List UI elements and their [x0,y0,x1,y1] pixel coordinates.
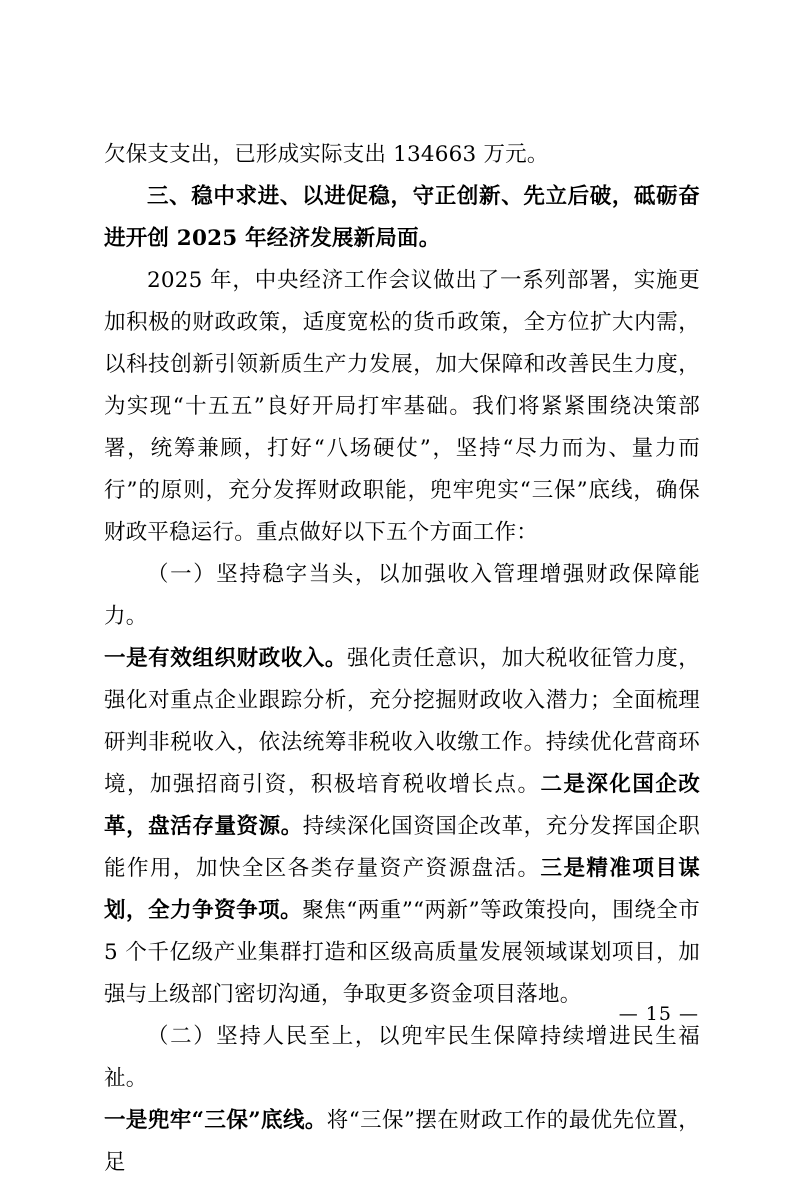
paragraph-4-subsection-one [104,554,700,638]
paragraph-6-subsection-two [104,1016,700,1100]
document-body [104,134,700,1184]
emphasized-text: 一是兜牢“三保”底线。 [104,1108,327,1133]
paragraph-7 [104,1100,700,1184]
page-number-footer: — 15 — [618,1003,699,1025]
emphasized-text: 三、稳中求进、以进促稳，守正创新、先立后破，砥砺奋进开创 2025 年经济发展新局面。 [104,184,700,251]
paragraph-2-section-heading [104,176,700,260]
body-text: （二）坚持人民至上，以兜牢民生保障持续增进民生福祉。 [104,1024,700,1091]
body-text: 将“三保”摆在财政工作的最优先位置，足 [104,1108,700,1175]
body-text: 持续深化国资国企改革，充分发挥国企职能作用，加快全区各类存量资产资源盘活。 [104,814,700,881]
paragraph-1 [104,134,700,176]
paragraph-3 [104,260,700,554]
emphasized-text: 三是精准项目谋划，全力争资争项。 [104,856,700,923]
body-text: 2025 年，中央经济工作会议做出了一系列部署，实施更加积极的财政政策，适度宽松的货币政策，全方位扩大内需，以科技创新引领新质生产力发展，加大保障和改善民生力度，为实现“十五五”良好开局打牢基础。我们将紧紧围绕决策部署，统筹兼顾，打好“八场硬仗”，坚持“尽力而为、量力而行”的原则，充分发挥财政职能，兜牢兜实“三保”底线，确保财政平稳运行。重点做好以下五个方面工作： [104,268,700,545]
emphasized-text: 二是深化国企改革，盘活存量资源。 [104,772,700,839]
body-text: 欠保支支出，已形成实际支出 134663 万元。 [104,142,549,167]
body-text: 聚焦“两重”“两新”等政策投向，围绕全市 5 个千亿级产业集群打造和区级高质量发展领域谋划项目，加强与上级部门密切沟通，争取更多资金项目落地。 [104,898,700,1007]
paragraph-5 [104,638,700,1016]
body-text: 强化责任意识，加大税收征管力度，强化对重点企业跟踪分析，充分挖掘财政收入潜力；全面梳理研判非税收入，依法统筹非税收入收缴工作。持续优化营商环境，加强招商引资，积极培育税收增长点。 [104,646,701,797]
emphasized-text: 一是有效组织财政收入。 [104,646,347,671]
body-text: （一）坚持稳字当头，以加强收入管理增强财政保障能力。 [104,562,700,629]
